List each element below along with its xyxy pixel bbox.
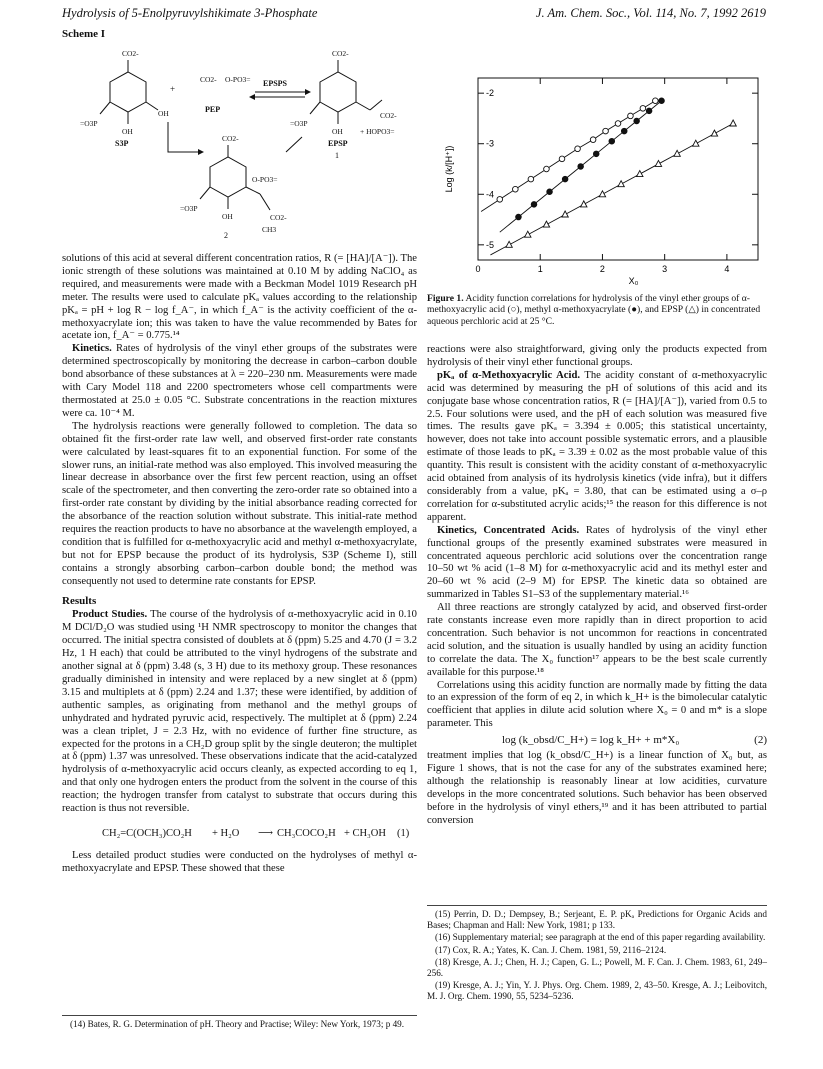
kinetics-heading: Kinetics. xyxy=(72,343,112,355)
paragraph: Kinetics, Concentrated Acids. Rates of hydrolysis of the vinyl ether functional groups of the presently examined substrates were measured in concentrated aqueous perchloric acid solutions over the concentration range 10–50 wt % acid (1–8 M) for α-methoxyacrylic acid and its methyl ester and 20–60 wt % acid (2–9 M) for EPSP. The kinetic data so obtained are summarized in Tables S1–S3 of the supplementary material.¹⁶ xyxy=(427,524,767,601)
data-point xyxy=(531,202,537,208)
data-point xyxy=(659,98,665,104)
s3p-o3p-label: =O3P xyxy=(80,119,98,128)
int-opo3-label: O-PO3= xyxy=(252,175,278,184)
footnotes-left xyxy=(62,1015,417,1031)
int-oh-label: OH xyxy=(222,212,233,221)
data-point xyxy=(621,128,627,134)
footnote-16: (16) Supplementary material; see paragraph at the end of this paper regarding availability. xyxy=(435,932,766,943)
data-point xyxy=(609,138,615,144)
figure-1-caption: Figure 1. Acidity function correlations for hydrolysis of the vinyl ether groups of α-methoxyacrylic acid (○), methyl α-methoxyacrylate (●), and EPSP (△) in concentrated aqueous perchloric acid at 25 °C. xyxy=(427,293,761,327)
data-point xyxy=(506,241,512,247)
data-point xyxy=(516,214,522,220)
scheme-title: Scheme I xyxy=(62,28,106,40)
x-tick-label: 1 xyxy=(537,264,543,274)
s3p-oh-label: OH xyxy=(158,109,169,118)
x-tick-label: 3 xyxy=(662,264,668,274)
y-tick-label: -2 xyxy=(486,88,495,99)
data-point xyxy=(562,211,568,217)
data-point xyxy=(711,130,717,136)
y-tick-label: -4 xyxy=(486,189,495,200)
s3p-oh2-label: OH xyxy=(122,127,133,136)
data-point xyxy=(655,160,661,166)
data-point xyxy=(528,176,534,182)
svg-text:+: + xyxy=(170,84,176,94)
paragraph: Kinetics. Rates of hydrolysis of the vinyl ether groups of the substrates were determined spectroscopically by monitoring the decrease in carbon–carbon double bond absorbance of these substances at λ = 220–230 nm. Measurements were made with Cary Model 118 and 2200 spectrometers whose cell compartments were thermostated at 25.0 ± 0.05 °C. Substrate concentrations in the reaction mixtures were ca. 10⁻⁴ M. xyxy=(62,343,417,419)
plot-frame xyxy=(478,78,758,260)
footnote-15: (15) Perrin, D. D.; Dempsey, B.; Serjeant, E. P. pKₐ Predictions for Organic Acids and Bases; Chapman and Hall: New York, 1981; p 133. xyxy=(427,909,767,931)
data-point xyxy=(590,137,596,143)
epsp-co2b-label: CO2- xyxy=(380,111,397,120)
footnote-14: (14) Bates, R. G. Determination of pH. Theory and Practise; Wiley: New York, 1973; p 49. xyxy=(70,1019,405,1029)
data-point xyxy=(618,181,624,187)
equation-2-number: (2) xyxy=(754,734,767,747)
scheme-diagram xyxy=(70,42,410,242)
pep-opo3-label: O-PO3= xyxy=(225,75,251,84)
data-point xyxy=(578,164,584,170)
epsps-label: EPSPS xyxy=(263,79,288,88)
epsp-number: 1 xyxy=(335,151,339,160)
x-tick-label: 4 xyxy=(724,264,730,274)
x-tick-label: 2 xyxy=(599,264,605,274)
data-point xyxy=(593,151,599,157)
paragraph: pKₐ of α-Methoxyacrylic Acid. The acidity constant of α-methoxyacrylic acid was determined by measuring the pH of solutions of this acid and its conjugate base whose concentration ratios, R (= [HA]/[A⁻]), varied from 0.5 to 2.5. Four solutions were used, and the pH of each solution was measured five times. The results gave pKₐ = 3.394 ± 0.005; this statistical uncertainty, however, does not take into account possible systematic errors, and a plausible estimate of those leads to pKₐ = 3.39 ± 0.02 as the most probable value of this quantity. This result is consistent with the acidity constant of α-methoxyacrylic acid obtained from analysis of its hydrolysis kinetics (vide infra), but it differs considerably from a value, pKₐ = 3.80, that can be estimated using a σ–ρ correlation for α-substituted acrylic acids;¹⁵ the reason for this difference is not apparent. xyxy=(427,369,767,523)
pka-heading: pKₐ of α-Methoxyacrylic Acid. xyxy=(437,369,580,381)
data-point xyxy=(640,106,646,112)
left-column xyxy=(62,253,417,876)
product-studies-heading: Product Studies. xyxy=(72,609,148,621)
paragraph: treatment implies that log (k_obsd/C_H+) is a linear function of X₀ but, as Figure 1 shows, that is not the case for any of the substrates examined here; although the relationship is reasonably linear at low acidities, curvature develops in the more concentrated solutions. Such behavior has been observed before in the hydrolysis of vinyl ethers,¹⁹ and it has been attributed to partial conversion xyxy=(427,750,767,826)
x-axis-label: X₀ xyxy=(628,276,639,286)
figure-1-caption-label: Figure 1. xyxy=(427,293,464,304)
pep-label: PEP xyxy=(205,105,221,114)
figure-1-chart xyxy=(438,70,768,292)
data-point xyxy=(646,108,652,114)
running-header-left: Hydrolysis of 5-Enolpyruvylshikimate 3-Phosphate xyxy=(62,6,318,20)
data-point xyxy=(637,171,643,177)
data-point xyxy=(562,176,568,182)
y-tick-label: -5 xyxy=(486,239,495,250)
paragraph: Correlations using this acidity function are normally made by fitting the data to an expression of the form of eq 2, in which k_H+ is the bimolecular catalytic coefficient that applies in dilute acid solution where X₀ = 0 and m* is a slope parameter. This xyxy=(427,679,767,730)
data-point xyxy=(581,201,587,207)
hopo-label: + HOPO3= xyxy=(360,127,395,136)
pep-co2-label: CO2- xyxy=(200,75,217,84)
int-co2-label: CO2- xyxy=(222,134,239,143)
data-point xyxy=(674,150,680,156)
paragraph: solutions of this acid at several different concentration ratios, R (= [HA]/[A⁻]). The ionic strength of these solutions was maintained at 0.10 M by adding NaClO₄ as required, and measurements were made with a Beckman Model 1019 Research pH meter. The results were used to calculate pKₐ values according to the relationship pKₐ = pH + log R − log f_A⁻, in which f_A⁻ is the activity coefficient of the α-methoxyacrylate ion; this was taken to have the value recommended by Bates for acetate ion, f_A⁻ = 0.775.¹⁴ xyxy=(62,253,417,342)
x-tick-label: 0 xyxy=(475,264,481,274)
equation-1-number: (1) xyxy=(397,827,410,839)
s3p-co2-label: CO2- xyxy=(122,49,139,58)
results-heading: Results xyxy=(62,594,97,607)
data-point xyxy=(603,128,609,134)
data-point xyxy=(615,121,621,127)
paragraph: Product Studies. The course of the hydrolysis of α-methoxyacrylic acid in 0.10 M DCl/D₂O was studied using ¹H NMR spectroscopy to monitor the changes that occurred. The initial spectra consisted of doublets at δ (ppm) 5.25 and 4.70 (J = 3.2 Hz, 1 H each) that could be attributed to the vinyl hydrogens of the substrate and another signal at δ (ppm) 3.48 (s, 3 H) due to its methoxy group. These resonances gradually diminished in intensity and were replaced by a new singlet at δ (ppm) 3.15 and multiplets at δ (ppm) 2.24 and 1.37; these were identified, by addition of authentic samples, as originating from methanol and the methyl groups of unhydrated and hydrated pyruvic acid, respectively. The multiplet at δ (ppm) 2.24 was a clean triplet, J = 2.3 Hz, with no evidence of further fine structure, as expected for the protons in a CH₂D group split by the single deuteron; the multiplet at δ (ppm) 1.37 was unresolved. These observations indicate that the acid-catalyzed hydrolysis of α-methoxyacrylic acid occurs cleanly, as expected according to eq 1, and that only one hydrogen enters the product from the solvent in the course of this reaction; the hydrogen transfer from catalyst to substrate that occurs during this reaction is thus not reversible. xyxy=(62,609,417,815)
epsp-oh-label: OH xyxy=(332,127,343,136)
data-point xyxy=(599,191,605,197)
equation-2: log (k_obsd/C_H+) = log k_H+ + m*X₀ (2) xyxy=(502,734,767,747)
data-point xyxy=(543,221,549,227)
footnote-18: (18) Kresge, A. J.; Chen, H. J.; Capen, G. L.; Powell, M. F. Can. J. Chem. 1983, 61, 249–256. xyxy=(427,956,767,979)
footnotes-right xyxy=(427,905,767,1004)
running-header-right: J. Am. Chem. Soc., Vol. 114, No. 7, 1992 2619 xyxy=(535,6,766,20)
int-number: 2 xyxy=(224,231,228,240)
data-point xyxy=(559,156,565,162)
data-point xyxy=(544,166,550,172)
paragraph: Less detailed product studies were conducted on the hydrolyses of methyl α-methoxyacrylate and EPSP. These showed that these xyxy=(62,849,417,874)
equation-1: CH₂=C(OCH₃)CO₂H + H₂O ⟶ CH₃COCO₂H + CH₃OH (1) xyxy=(102,827,410,839)
data-point xyxy=(547,189,553,195)
data-point xyxy=(513,186,519,192)
epsp-label: EPSP xyxy=(328,139,348,148)
footnote-17: (17) Cox, R. A.; Yates, K. Can. J. Chem. 1981, 59, 2116–2124. xyxy=(435,944,667,955)
data-point xyxy=(693,140,699,146)
paragraph: reactions were also straightforward, giving only the products expected from hydrolysis of their vinyl ether functional groups. xyxy=(427,344,767,368)
concentrated-acids-heading: Kinetics, Concentrated Acids. xyxy=(437,524,580,536)
data-point xyxy=(497,197,503,203)
s3p-label: S3P xyxy=(115,139,129,148)
data-point xyxy=(634,118,640,124)
data-point xyxy=(628,113,634,119)
data-point xyxy=(730,120,736,126)
paragraph: The hydrolysis reactions were generally followed to completion. The data so obtained fit the first-order rate law well, and observed first-order rate constants were calculated by least-squares fit to an exponential function. For some of the slower runs, an initial-rate method was also employed. This involved measuring the linear decrease in absorbance over the first few percent reaction, using an offset scale of the spectrometer, and then converting the zero-order rate so obtained into a first-order rate constant by dividing by the initial absorbance reading corrected for the absorbance of the reaction solution without substrate. This initial-rate method requires the reaction products to have no absorbance at the wavelength employed, a condition that is fulfilled for α-methoxyacrylic acid and methyl α-methoxyacrylate, but not for EPSP because the product of its hydrolysis, S3P (Scheme I), still contains a strongly absorbing carbon–carbon double bond; the method was consequently not used to determine rate constants for EPSP. xyxy=(62,420,417,587)
footnote-19: (19) Kresge, A. J.; Yin, Y. J. Phys. Org. Chem. 1989, 2, 43–50. Kresge, A. J.; Leibovitch, M. J. Org. Chem. 1990, 55, 5234–5236. xyxy=(427,980,767,1002)
paragraph: All three reactions are strongly catalyzed by acid, and observed first-order rate constants increase even more rapidly than in direct proportion to acid concentration. Such behavior is not uncommon for reactions in concentrated acid solution, and the situation is usually handled by using an acidity function to correlate the data. The X₀ function¹⁷ appears to be the best scale currently available for this purpose.¹⁸ xyxy=(427,602,767,678)
int-co2b-label: CO2- xyxy=(270,213,287,222)
y-axis-label: Log (k/[H⁺]) xyxy=(444,145,454,193)
data-point xyxy=(653,98,659,104)
right-column xyxy=(427,344,767,828)
int-o3p-label: =O3P xyxy=(180,204,198,213)
epsp-o3p-label: =O3P xyxy=(290,119,308,128)
data-point xyxy=(575,146,581,152)
y-tick-label: -3 xyxy=(486,138,495,149)
epsp-co2-label: CO2- xyxy=(332,49,349,58)
int-ch3-label: CH3 xyxy=(262,225,277,234)
data-point xyxy=(525,231,531,237)
